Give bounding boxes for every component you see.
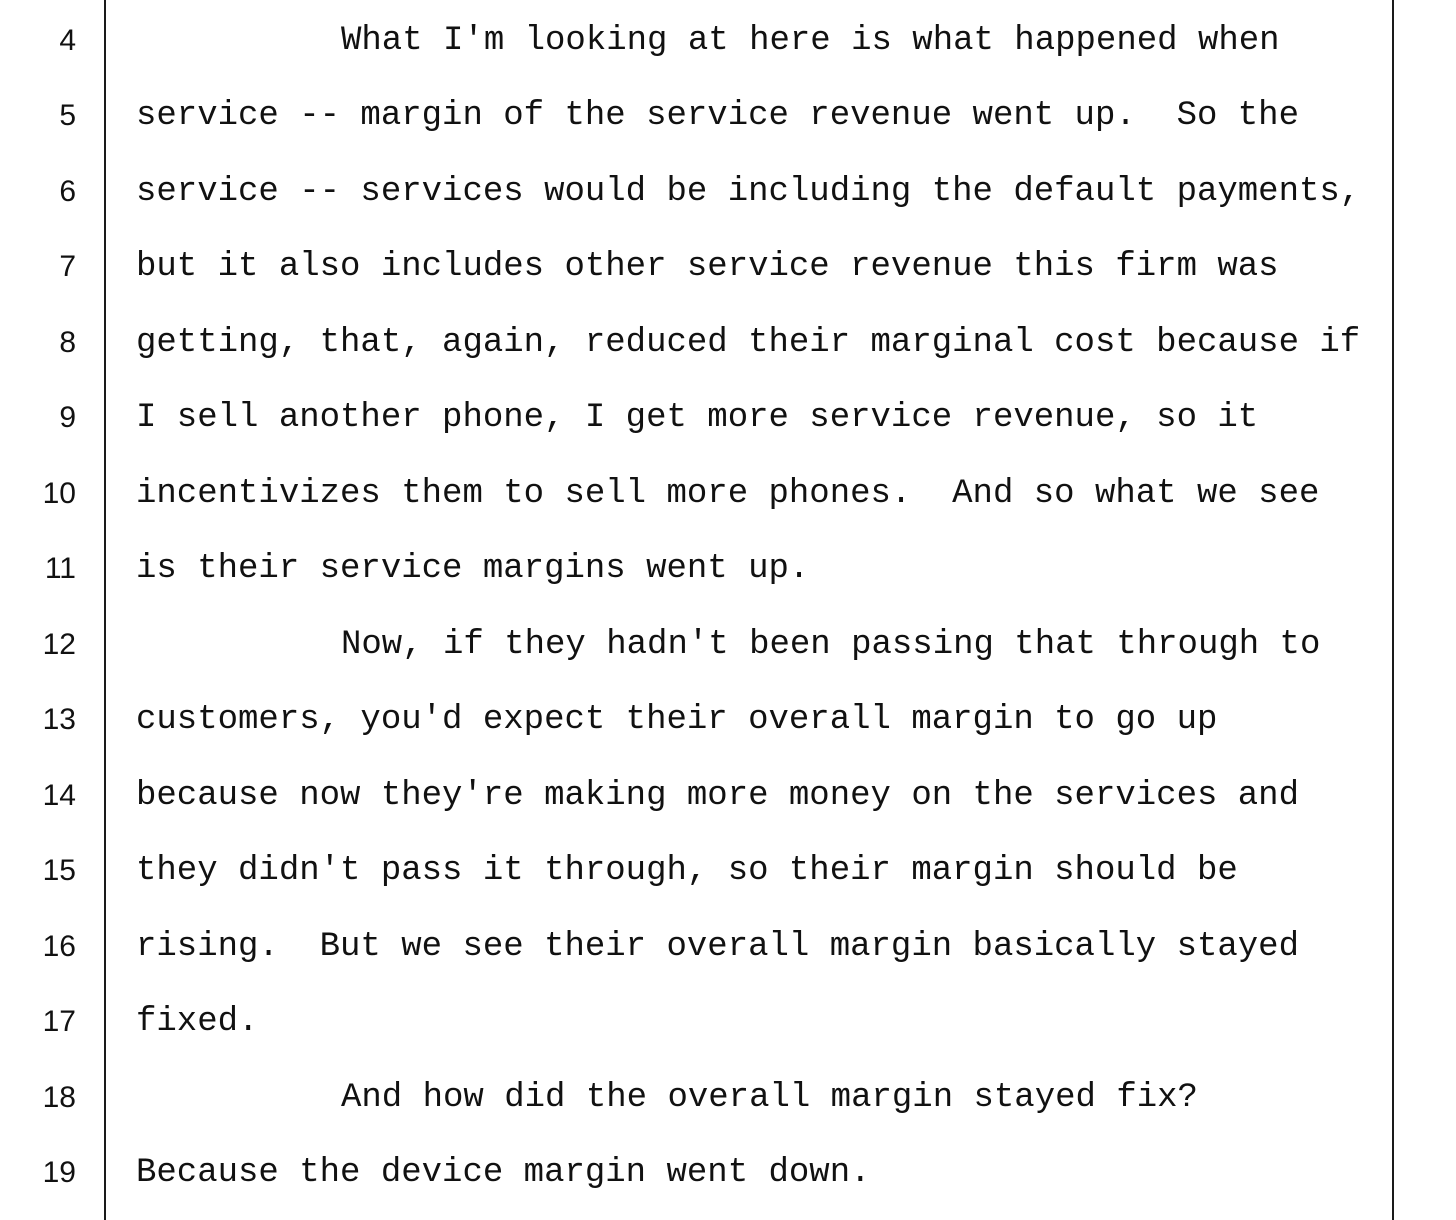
line-number: 18 (42, 1081, 76, 1114)
line-number: 7 (59, 250, 76, 283)
right-margin-rule (1392, 0, 1394, 1220)
line-number: 9 (59, 401, 76, 434)
transcript-line (0, 927, 1392, 967)
transcript-line (0, 625, 1392, 665)
transcript-line (0, 700, 1392, 740)
line-text: because now they're making more money on the services and (136, 777, 1299, 815)
line-text: customers, you'd expect their overall margin to go up (136, 701, 1218, 739)
line-number: 12 (42, 628, 76, 661)
line-number: 19 (42, 1156, 76, 1189)
line-text: rising. But we see their overall margin basically stayed (136, 928, 1299, 966)
line-number: 6 (59, 175, 76, 208)
transcript-line (0, 1153, 1392, 1193)
line-number: 15 (42, 854, 76, 887)
line-text: What I'm looking at here is what happened when (341, 22, 1280, 60)
line-number: 11 (44, 552, 76, 585)
transcript-line (0, 1002, 1392, 1042)
transcript-line (0, 398, 1392, 438)
transcript-line (0, 247, 1392, 287)
transcript-line (0, 851, 1392, 891)
line-text: is their service margins went up. (136, 550, 810, 588)
line-text: incentivizes them to sell more phones. And so what we see (136, 475, 1320, 513)
line-text: I sell another phone, I get more service revenue, so it (136, 399, 1259, 437)
transcript-line (0, 172, 1392, 212)
line-number: 4 (59, 24, 76, 57)
line-text: getting, that, again, reduced their marginal cost because if (136, 324, 1361, 362)
transcript-line (0, 21, 1392, 61)
line-number: 10 (42, 477, 76, 510)
transcript-line (0, 776, 1392, 816)
line-text: service -- margin of the service revenue went up. So the (136, 97, 1299, 135)
transcript-line (0, 323, 1392, 363)
line-number: 5 (59, 99, 76, 132)
line-text: Now, if they hadn't been passing that through to (341, 626, 1321, 664)
line-text: fixed. (136, 1003, 259, 1041)
transcript-line (0, 474, 1392, 514)
line-number: 14 (42, 779, 76, 812)
line-text: And how did the overall margin stayed fix? (341, 1079, 1198, 1117)
line-number: 16 (42, 930, 76, 963)
line-text: they didn't pass it through, so their margin should be (136, 852, 1238, 890)
line-text: but it also includes other service revenue this firm was (136, 248, 1279, 286)
transcript-line (0, 1078, 1392, 1118)
line-number: 17 (42, 1005, 76, 1038)
line-text: service -- services would be including the default payments, (136, 173, 1361, 211)
line-text: Because the device margin went down. (136, 1154, 871, 1192)
line-number: 8 (59, 326, 76, 359)
transcript-line (0, 96, 1392, 136)
line-number: 13 (42, 703, 76, 736)
transcript-line (0, 549, 1392, 589)
